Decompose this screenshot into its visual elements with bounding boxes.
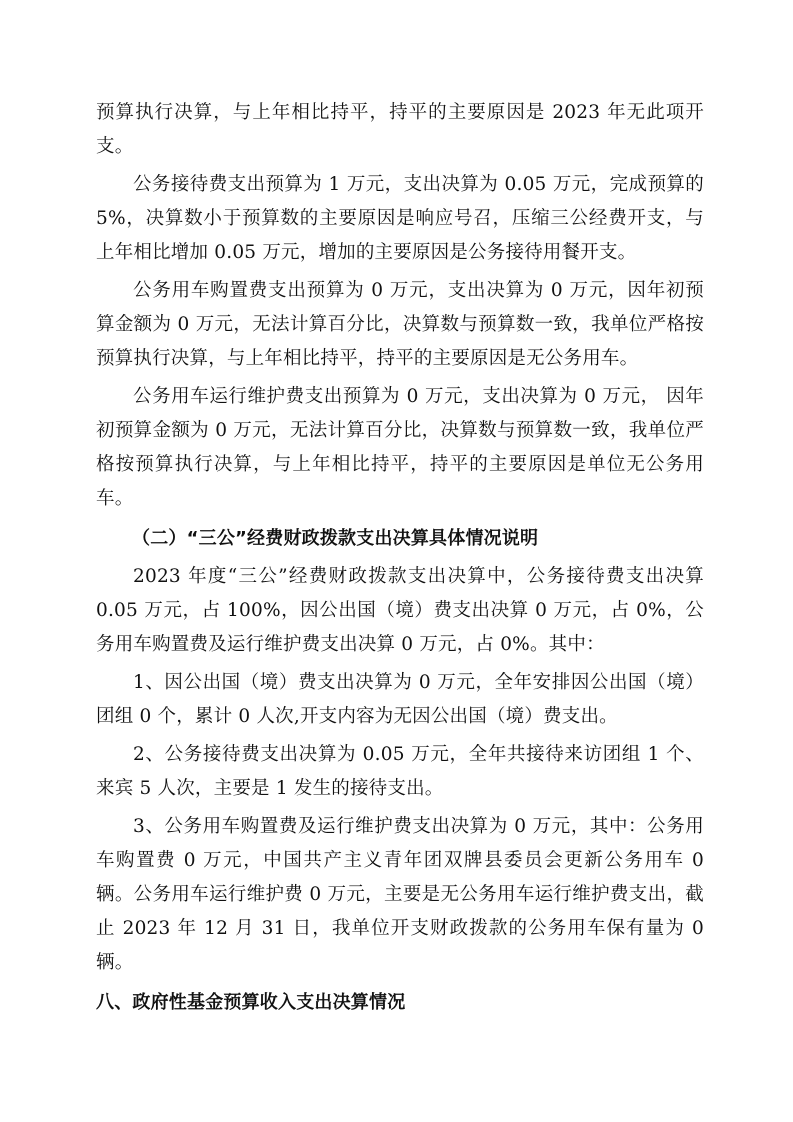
paragraph-reception-expense: 公务接待费支出预算为 1 万元，支出决算为 0.05 万元，完成预算的 5%，决算数小于预算数的主要原因是响应号召，压缩三公经费开支，与上年相比增加 0.05 万元，增加的主要原因是公务接待用餐开支。 xyxy=(96,174,704,263)
paragraph-vehicle-purchase: 公务用车购置费支出预算为 0 万元，支出决算为 0 万元，因年初预算金额为 0 万元，无法计算百分比，决算数与预算数一致，我单位严格按预算执行决算，与上年相比持平，持平的主要原因是无公务用车。 xyxy=(96,280,704,369)
section-heading-three-public: （二）“三公”经费财政拨款支出决算具体情况说明 xyxy=(132,528,539,549)
paragraph-item-3: 3、公务用车购置费及运行维护费支出决算为 0 万元，其中：公务用车购置费 0 万元，中国共产主义青年团双牌县委员会更新公务用车 0 辆。公务用车运行维护费 0 万元，主要是无公务用车运行维护费支出，截止 2023 年 12 月 31 日，我单位开支财政拨款的公务用车保有量为 0 辆。 xyxy=(96,816,704,973)
paragraph-vehicle-maintenance: 公务用车运行维护费支出预算为 0 万元，支出决算为 0 万元， 因年初预算金额为 0 万元，无法计算百分比，决算数与预算数一致，我单位严格按预算执行决算，与上年相比持平，持平的主要原因是单位无公务用车。 xyxy=(96,386,704,509)
paragraph-item-2: 2、公务接待费支出决算为 0.05 万元，全年共接待来访团组 1 个、来宾 5 人次，主要是 1 发生的接待支出。 xyxy=(96,744,704,799)
paragraph-continuation: 预算执行决算，与上年相比持平，持平的主要原因是 2023 年无此项开支。 xyxy=(96,102,704,157)
section-heading-government-fund: 八、政府性基金预算收入支出决算情况 xyxy=(96,992,406,1013)
paragraph-item-1: 1、因公出国（境）费支出决算为 0 万元，全年安排因公出国（境）团组 0 个，累计 0 人次,开支内容为无因公出国（境）费支出。 xyxy=(96,672,704,727)
paragraph-2023-summary: 2023 年度“三公”经费财政拨款支出决算中，公务接待费支出决算 0.05 万元，占 100%，因公出国（境）费支出决算 0 万元，占 0%，公务用车购置费及运行维护费支出决算 0 万元，占 0%。其中： xyxy=(96,566,704,655)
document-page xyxy=(96,96,704,1020)
